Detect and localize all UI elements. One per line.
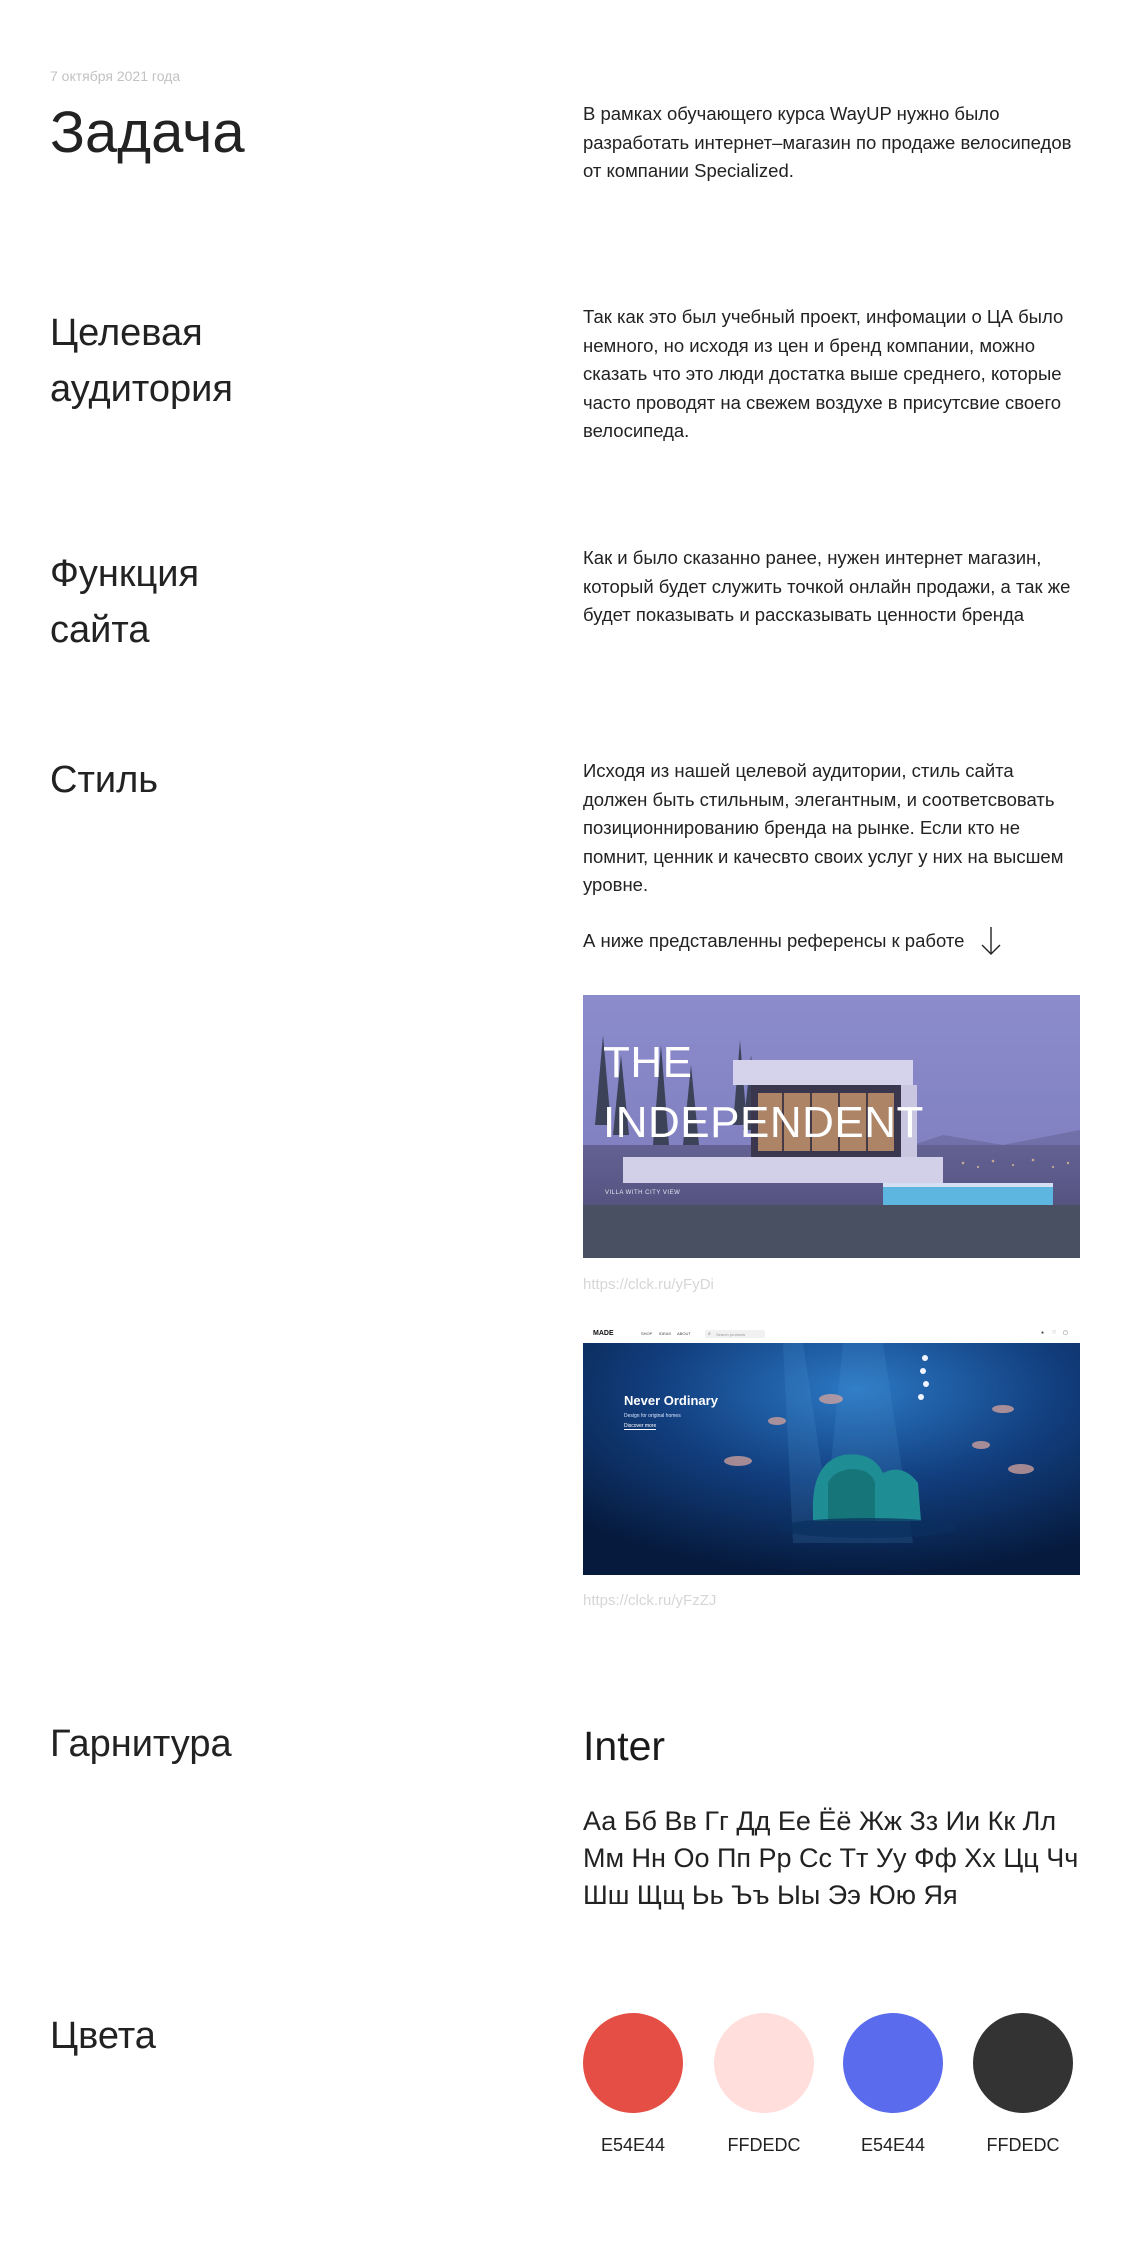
reference-image-independent[interactable] bbox=[583, 995, 1080, 1258]
section-text-task: В рамках обучающего курса WayUP нужно было разработать интернет–магазин по продаже велосипедов от компании Specialized. bbox=[583, 103, 1072, 181]
section-title-function-line1: Функция bbox=[50, 553, 200, 595]
color-circle bbox=[714, 2013, 814, 2113]
section-text-function: Как и было сказанно ранее, нужен интернет магазин, который будет служить точкой онлайн продажи, а так же будет показывать и рассказывать ценности бренда bbox=[583, 547, 1071, 625]
color-circle bbox=[973, 2013, 1073, 2113]
made-hero-cta: Discover more bbox=[624, 1423, 657, 1429]
color-circle bbox=[843, 2013, 943, 2113]
reference-headline-line1: THE bbox=[603, 1038, 693, 1087]
references-intro bbox=[583, 925, 1002, 957]
arrow-down-icon bbox=[980, 925, 1002, 957]
section-title-audience bbox=[50, 305, 233, 417]
made-navbar bbox=[583, 1327, 1080, 1343]
made-search-placeholder: Search products bbox=[716, 1332, 746, 1337]
reference-image-made[interactable] bbox=[583, 1327, 1080, 1575]
color-code: FFDEDC bbox=[986, 2135, 1060, 2155]
section-title-typeface: Гарнитура bbox=[50, 1723, 232, 1765]
color-swatch bbox=[583, 2013, 683, 2156]
made-nav-item: SHOP bbox=[641, 1331, 653, 1336]
reference-headline-line2: INDEPENDENT bbox=[603, 1098, 924, 1147]
reference-headline bbox=[603, 1033, 924, 1153]
section-title-style: Стиль bbox=[50, 759, 159, 801]
color-swatch bbox=[843, 2013, 943, 2156]
made-search-input bbox=[705, 1330, 765, 1338]
user-icon: ● bbox=[1041, 1330, 1045, 1336]
typeface-alphabet: Аа Бб Вв Гг Дд Ее Ёё Жж Зз Ии Кк Лл Мм Нн Оо Пп Рр Сс Тт Уу Фф Хх Цц Чч Шш Щщ Ьь Ъъ Ыы Ээ Юю Яя bbox=[583, 1806, 1079, 1910]
underwater-scene bbox=[583, 1343, 1080, 1575]
color-code: E54E44 bbox=[600, 2135, 666, 2155]
search-icon: ⌕ bbox=[708, 1331, 711, 1337]
section-title-function bbox=[50, 546, 199, 658]
typeface-name: Inter bbox=[583, 1723, 666, 1769]
color-swatch bbox=[714, 2013, 814, 2156]
cart-icon: ▢ bbox=[1063, 1330, 1068, 1336]
section-title-function-line2: сайта bbox=[50, 609, 150, 651]
references-label: А ниже представленны референсы к работе bbox=[583, 930, 965, 951]
publish-date: 7 октября 2021 года bbox=[50, 68, 181, 84]
section-title-task: Задача bbox=[50, 100, 245, 165]
color-swatches bbox=[583, 2013, 1083, 2163]
reference-link-2[interactable]: https://clck.ru/yFzZJ bbox=[583, 1592, 717, 1609]
made-logo: MADE bbox=[593, 1330, 614, 1337]
reference-caption: VILLA WITH CITY VIEW bbox=[605, 1190, 681, 1196]
reference-link-1[interactable]: https://clck.ru/yFyDi bbox=[583, 1276, 714, 1293]
color-swatch bbox=[973, 2013, 1073, 2156]
made-nav-item: ABOUT bbox=[677, 1331, 691, 1336]
section-text-style: Исходя из нашей целевой аудитории, стиль сайта должен быть стильным, элегантным, и соответсвовать позиционнированию бренда на рынке. Если кто не помнит, ценник и качесвто своих услуг у них на высшем уровне. bbox=[583, 760, 1064, 895]
color-code: E54E44 bbox=[860, 2135, 926, 2155]
section-title-colors: Цвета bbox=[50, 2015, 156, 2057]
color-code: FFDEDC bbox=[727, 2135, 801, 2155]
section-title-audience-line1: Целевая bbox=[50, 312, 203, 354]
color-circle bbox=[583, 2013, 683, 2113]
made-hero-title: Never Ordinary bbox=[624, 1393, 718, 1408]
heart-icon: ♡ bbox=[1052, 1330, 1057, 1336]
section-title-audience-line2: аудитория bbox=[50, 368, 233, 410]
section-text-audience: Так как это был учебный проект, инфомации о ЦА было немного, но исходя из цен и бренд компании, можно сказать что это люди достатка выше среднего, которые часто проводят на свежем воздухе в присутсвие своего велосипеда. bbox=[583, 306, 1064, 441]
made-nav-item: IDEAS bbox=[659, 1331, 672, 1336]
made-hero-subtitle: Design for original homes bbox=[624, 1413, 681, 1419]
